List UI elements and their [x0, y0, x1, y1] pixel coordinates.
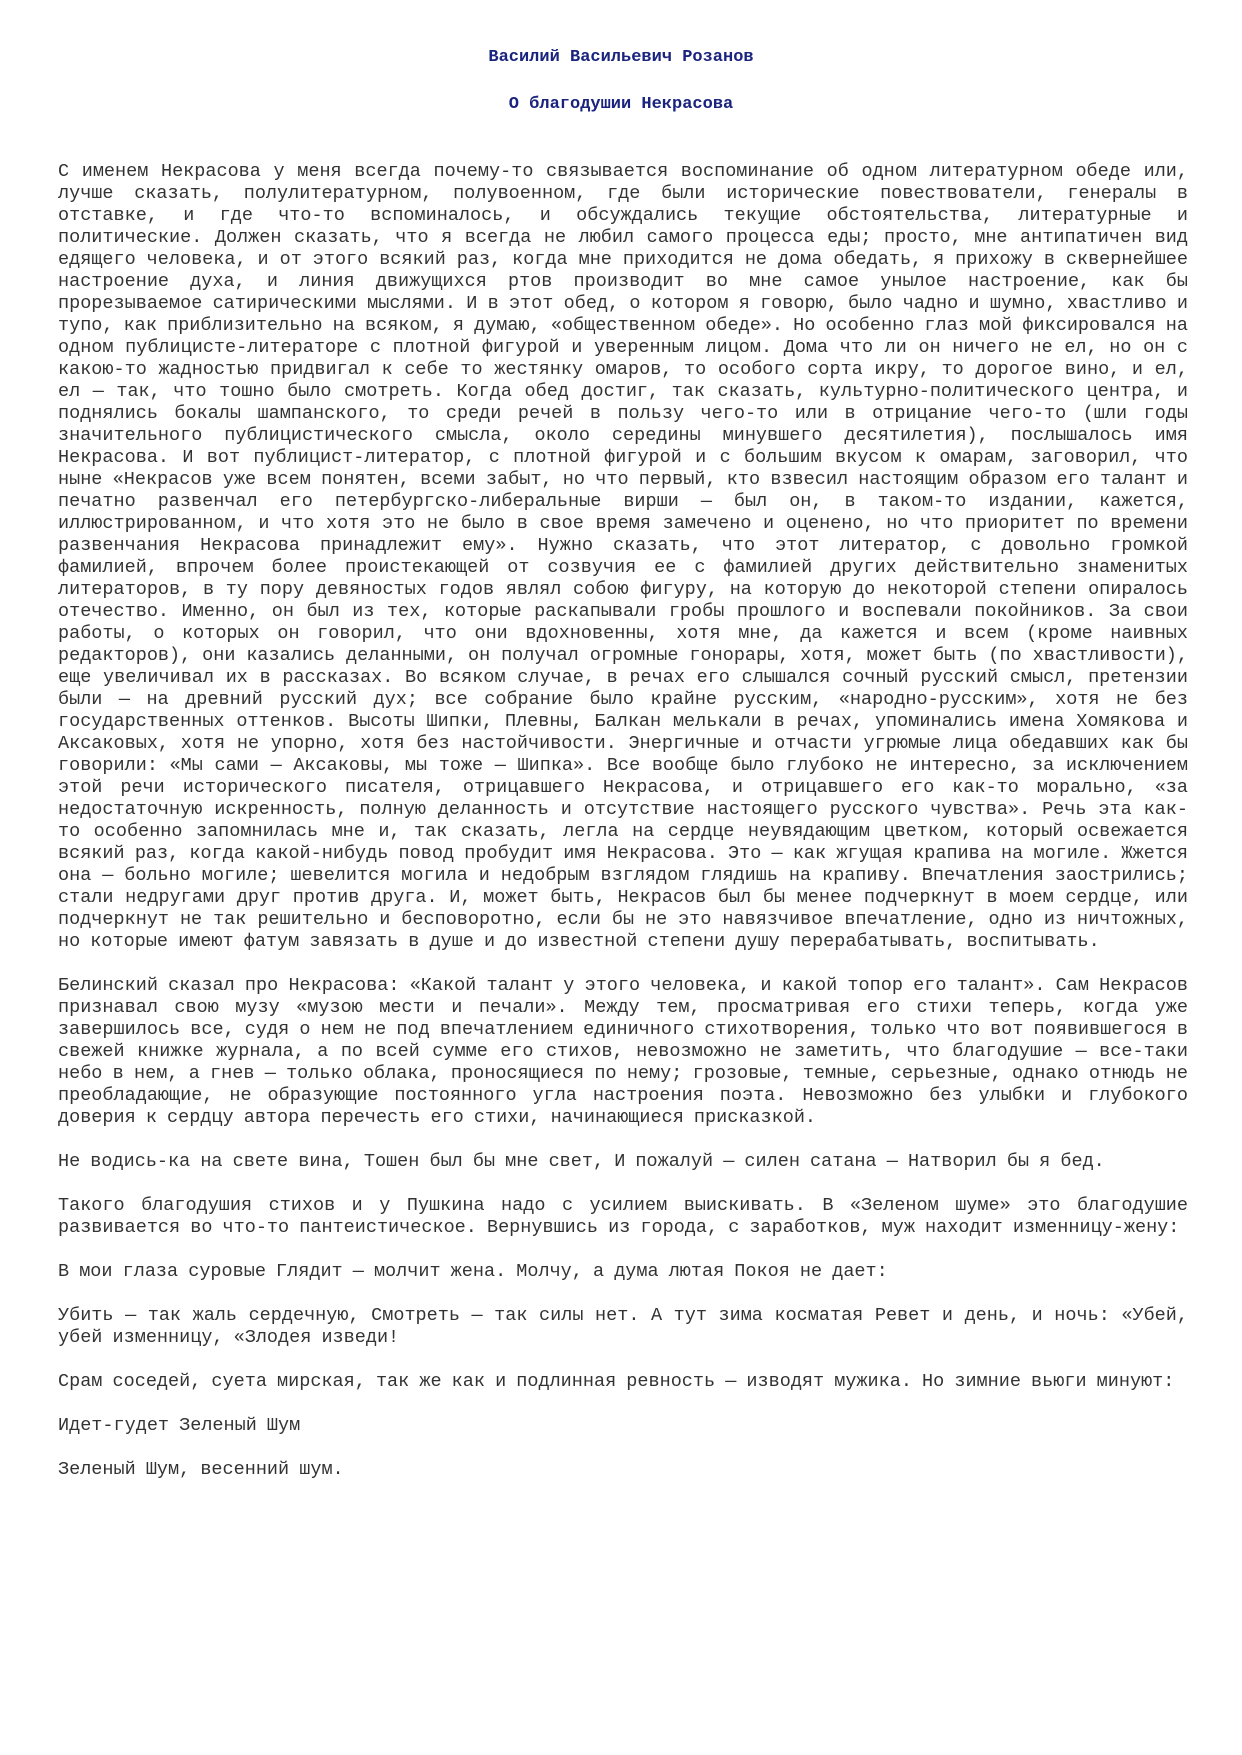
- page-title: О благодушии Некрасова: [508, 95, 734, 114]
- verse-quote: Идет-гудет Зеленый Шум: [58, 1415, 301, 1436]
- verse-quote: Не водись-ка на свете вина, Тошен был бы мне свет, И пожалуй — силен сатана — Натворил бы я бед.: [58, 1151, 1105, 1172]
- author-heading: Василий Васильевич Розанов: [488, 48, 754, 67]
- paragraph: Срам соседей, суета мирская, так же как и подлинная ревность — изводят мужика. Но зимние вьюги минуют:: [58, 1371, 1175, 1392]
- paragraph: Белинский сказал про Некрасова: «Какой талант у этого человека, и какой топор его талант». Сам Некрасов признавал свою музу «музою мести и печали». Между тем, просматривая его стихи теперь, когда уже завершилось все, судя о нем не под впечатлением единичного стихотворения, только что вот появившегося в свежей книжке журнала, а по всей сумме его стихов, невозможно не заметить, что благодушие — все-таки небо в нем, а гнев — только облака, проносящиеся по нему; грозовые, темные, серьезные, однако отнюдь не преобладающие, не образующие постоянного угла настроения поэта. Невозможно без улыбки и глубокого доверия к сердцу автора перечесть его стихи, начинающиеся присказкой.: [58, 975, 1188, 1128]
- verse-quote: Убить — так жаль сердечную, Смотреть — так силы нет. А тут зима косматая Ревет и день, и ночь: «Убей, убей изменницу, «Злодея изведи!: [58, 1305, 1188, 1348]
- paragraph: С именем Некрасова у меня всегда почему-то связывается воспоминание об одном литературном обеде или, лучше сказать, полулитературном, полувоенном, где были исторические повествователи, генералы в отставке, и где что-то вспоминалось, и обсуждались текущие обстоятельства, литературные и политические. Должен сказать, что я всегда не любил самого процесса еды; просто, мне антипатичен вид едящего человека, и от этого всякий раз, когда мне приходится не дома обедать, я прихожу в сквернейшее настроение духа, и линия движущихся ртов производит во мне самое унылое настроение, как бы прорезываемое сатирическими мыслями. И в этот обед, о котором я говорю, было чадно и шумно, хвастливо и тупо, как приблизительно на всяком, я думаю, «общественном обеде». Но особенно глаз мой фиксировался на одном публицисте-литераторе с плотной фигурой и уверенным лицом. Дома что ли он ничего не ел, но он с какою-то жадностью придвигал к себе то жестянку омаров, то особого сорта икру, то дорогое вино, и ел, ел — так, что тошно было смотреть. Когда обед достиг, так сказать, культурно-политического центра, и поднялись бокалы шампанского, то среди речей в пользу чего-то или в отрицание чего-то (шли годы значительного публицистического смысла, около середины минувшего десятилетия), послышалось имя Некрасова. И вот публицист-литератор, с плотной фигурой и с большим вкусом к омарам, заговорил, что ныне «Некрасов уже всем понятен, всеми забыт, но что первый, кто взвесил настоящим образом его талант и печатно развенчал его петербургско-либеральные вирши — был он, в таком-то издании, кажется, иллюстрированном, и что хотя это не было в свое время замечено и оценено, но что приоритет по времени развенчания Некрасова принадлежит ему». Нужно сказать, что этот литератор, с довольно громкой фамилией, впрочем более проистекающей от созвучия ее с фамилией других действительно знаменитых литераторов, в ту пору девяностых годов являл собою фигуру, на которую до некоторой степени опиралось отечество. Именно, он был из тех, которые раскапывали гробы прошлого и воспевали покойников. За свои работы, о которых он говорил, что они вдохновенны, хотя мне, да кажется и всем (кроме наивных редакторов), они казались деланными, он получал огромные гонорары, хотя, может быть (по хвастливости), еще увеличивал их в рассказах. Во всяком случае, в речах его слышался сочный русский смысл, претензии были — на древний русский дух; все собрание было крайне русским, «народно-русским», хотя не без государственных оттенков. Высоты Шипки, Плевны, Балкан мелькали в речах, упоминались имена Хомякова и Аксаковых, хотя не упорно, хотя без настойчивости. Энергичные и отчасти угрюмые лица обедавших как бы говорили: «Мы сами — Аксаковы, мы тоже — Шипка». Все вообще было глубоко не интересно, за исключением этой речи исторического писателя, отрицавшего Некрасова, и отрицавшего его как-то морально, «за недостаточную искренность, полную деланность и отсутствие настоящего русского чувства». Речь эта как-то особенно запомнилась мне и, так сказать, легла на сердце неувядающим цветком, который освежается всякий раз, когда какой-нибудь повод пробудит имя Некрасова. Это — как жгущая крапива на могиле. Жжется она — больно могиле; шевелится могила и недобрым взглядом глядишь на крапиву. Впечатления заострились; стали недругами друг против друга. И, может быть, Некрасов был бы менее подчеркнут в моем сердце, или подчеркнут не так решительно и бесповоротно, если бы не это навязчивое впечатление, одно из ничтожных, но которые имеют фатум завязать в душе и до известной степени душу перерабатывать, воспитывать.: [58, 161, 1188, 952]
- verse-quote: В мои глаза суровые Глядит — молчит жена. Молчу, а дума лютая Покоя не дает:: [58, 1261, 888, 1282]
- paragraph: Такого благодушия стихов и у Пушкина надо с усилием выискивать. В «Зеленом шуме» это благодушие развивается во что-то пантеистическое. Вернувшись из города, с заработков, муж находит изменницу-жену:: [58, 1195, 1188, 1238]
- verse-quote: Зеленый Шум, весенний шум.: [58, 1459, 344, 1480]
- document-body: [58, 161, 1188, 1503]
